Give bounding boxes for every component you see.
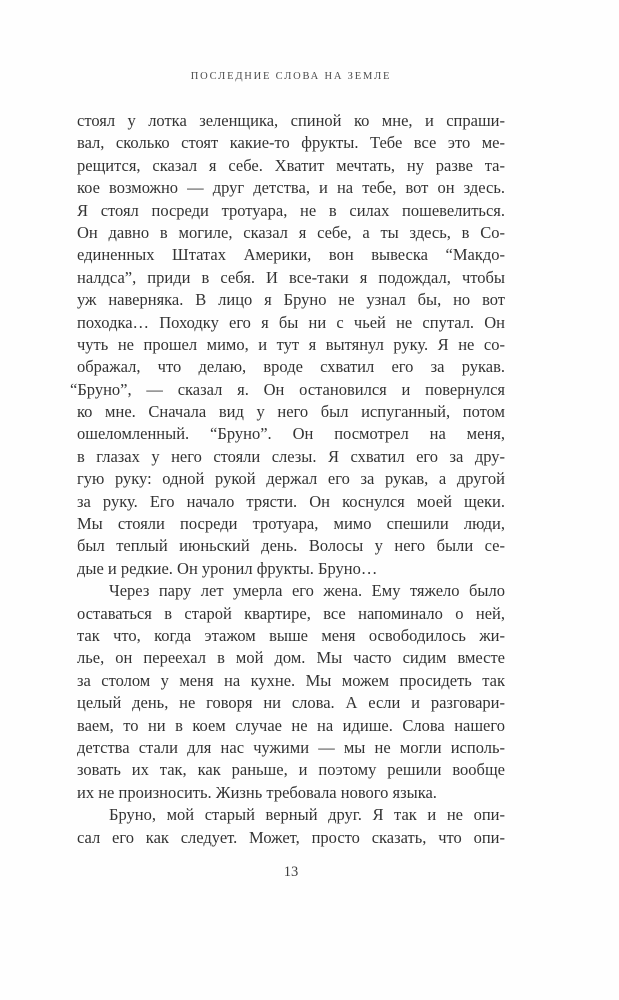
text-line: Он давно в могиле, сказал я себе, а ты здесь, в Со- bbox=[77, 222, 505, 242]
text-line: за столом у меня на кухне. Мы можем просидеть так bbox=[77, 670, 505, 690]
text-line: налдса”, приди в себя. И все-таки я подождал, чтобы bbox=[77, 267, 505, 287]
text-line: ошеломленный. “Бруно”. Он посмотрел на меня, bbox=[77, 424, 505, 444]
text-line: вал, сколько стоят какие-то фрукты. Тебе все это ме- bbox=[77, 133, 505, 153]
text-line: походка… Походку его я бы ни с чьей не спутал. Он bbox=[77, 312, 505, 332]
page-body bbox=[70, 110, 505, 849]
text-line: сал его как следует. Может, просто сказать, что опи- bbox=[77, 827, 505, 847]
text-line: их не произносить. Жизнь требовала нового языка. bbox=[77, 782, 437, 802]
text-line: ваем, то ни в коем случае не на идише. Слова нашего bbox=[77, 715, 505, 735]
text-line: кое возможно — друг детства, и на тебе, вот он здесь. bbox=[77, 178, 505, 198]
text-line: Мы стояли посреди тротуара, мимо спешили люди, bbox=[77, 514, 505, 534]
text-line: уж наверняка. В лицо я Бруно не узнал бы, но вот bbox=[77, 290, 505, 310]
text-line: целый день, не говоря ни слова. А если и разговари- bbox=[77, 693, 505, 713]
text-line: оставаться в старой квартире, все напоминало о ней, bbox=[77, 603, 505, 623]
text-line: лье, он переехал в мой дом. Мы часто сидим вместе bbox=[77, 648, 505, 668]
text-line: чуть не прошел мимо, и тут я вытянул руку. Я не со- bbox=[77, 334, 505, 354]
text-line: Через пару лет умерла его жена. Ему тяжело было bbox=[109, 581, 505, 601]
text-line: ко мне. Сначала вид у него был испуганный, потом bbox=[77, 402, 505, 422]
text-line: стоял у лотка зеленщика, спиной ко мне, и спраши- bbox=[77, 111, 505, 130]
text-line: так что, когда этажом выше меня освободилось жи- bbox=[77, 625, 505, 645]
text-line: был теплый июньский день. Волосы у него были се- bbox=[77, 536, 505, 556]
running-header: ПОСЛЕДНИЕ СЛОВА НА ЗЕМЛЕ bbox=[190, 71, 392, 82]
text-line: дые и редкие. Он уронил фрукты. Бруно… bbox=[77, 558, 378, 578]
text-line: Бруно, мой старый верный друг. Я так и не опи- bbox=[109, 805, 505, 825]
text-line: рещится, сказал я себе. Хватит мечтать, ну разве та- bbox=[77, 155, 505, 175]
text-line: детства стали для нас чужими — мы не могли исполь- bbox=[77, 737, 505, 757]
text-line: за руку. Его начало трясти. Он коснулся моей щеки. bbox=[77, 491, 505, 511]
text-line: в глазах у него стояли слезы. Я схватил его за дру- bbox=[77, 446, 505, 466]
text-line: “Бруно”, — сказал я. Он остановился и повернулся bbox=[70, 379, 505, 399]
text-line: зовать их так, как раньше, и поэтому решили вообще bbox=[77, 760, 505, 780]
text-line: Я стоял посреди тротуара, не в силах пошевелиться. bbox=[77, 200, 505, 220]
text-line: гую руку: одной рукой держал его за рукав, а другой bbox=[77, 469, 505, 489]
text-line: ображал, что делаю, вроде схватил его за рукав. bbox=[77, 357, 505, 377]
page-number: 13 bbox=[283, 864, 299, 880]
text-line: единенных Штатах Америки, вон вывеска “Макдо- bbox=[77, 245, 505, 265]
